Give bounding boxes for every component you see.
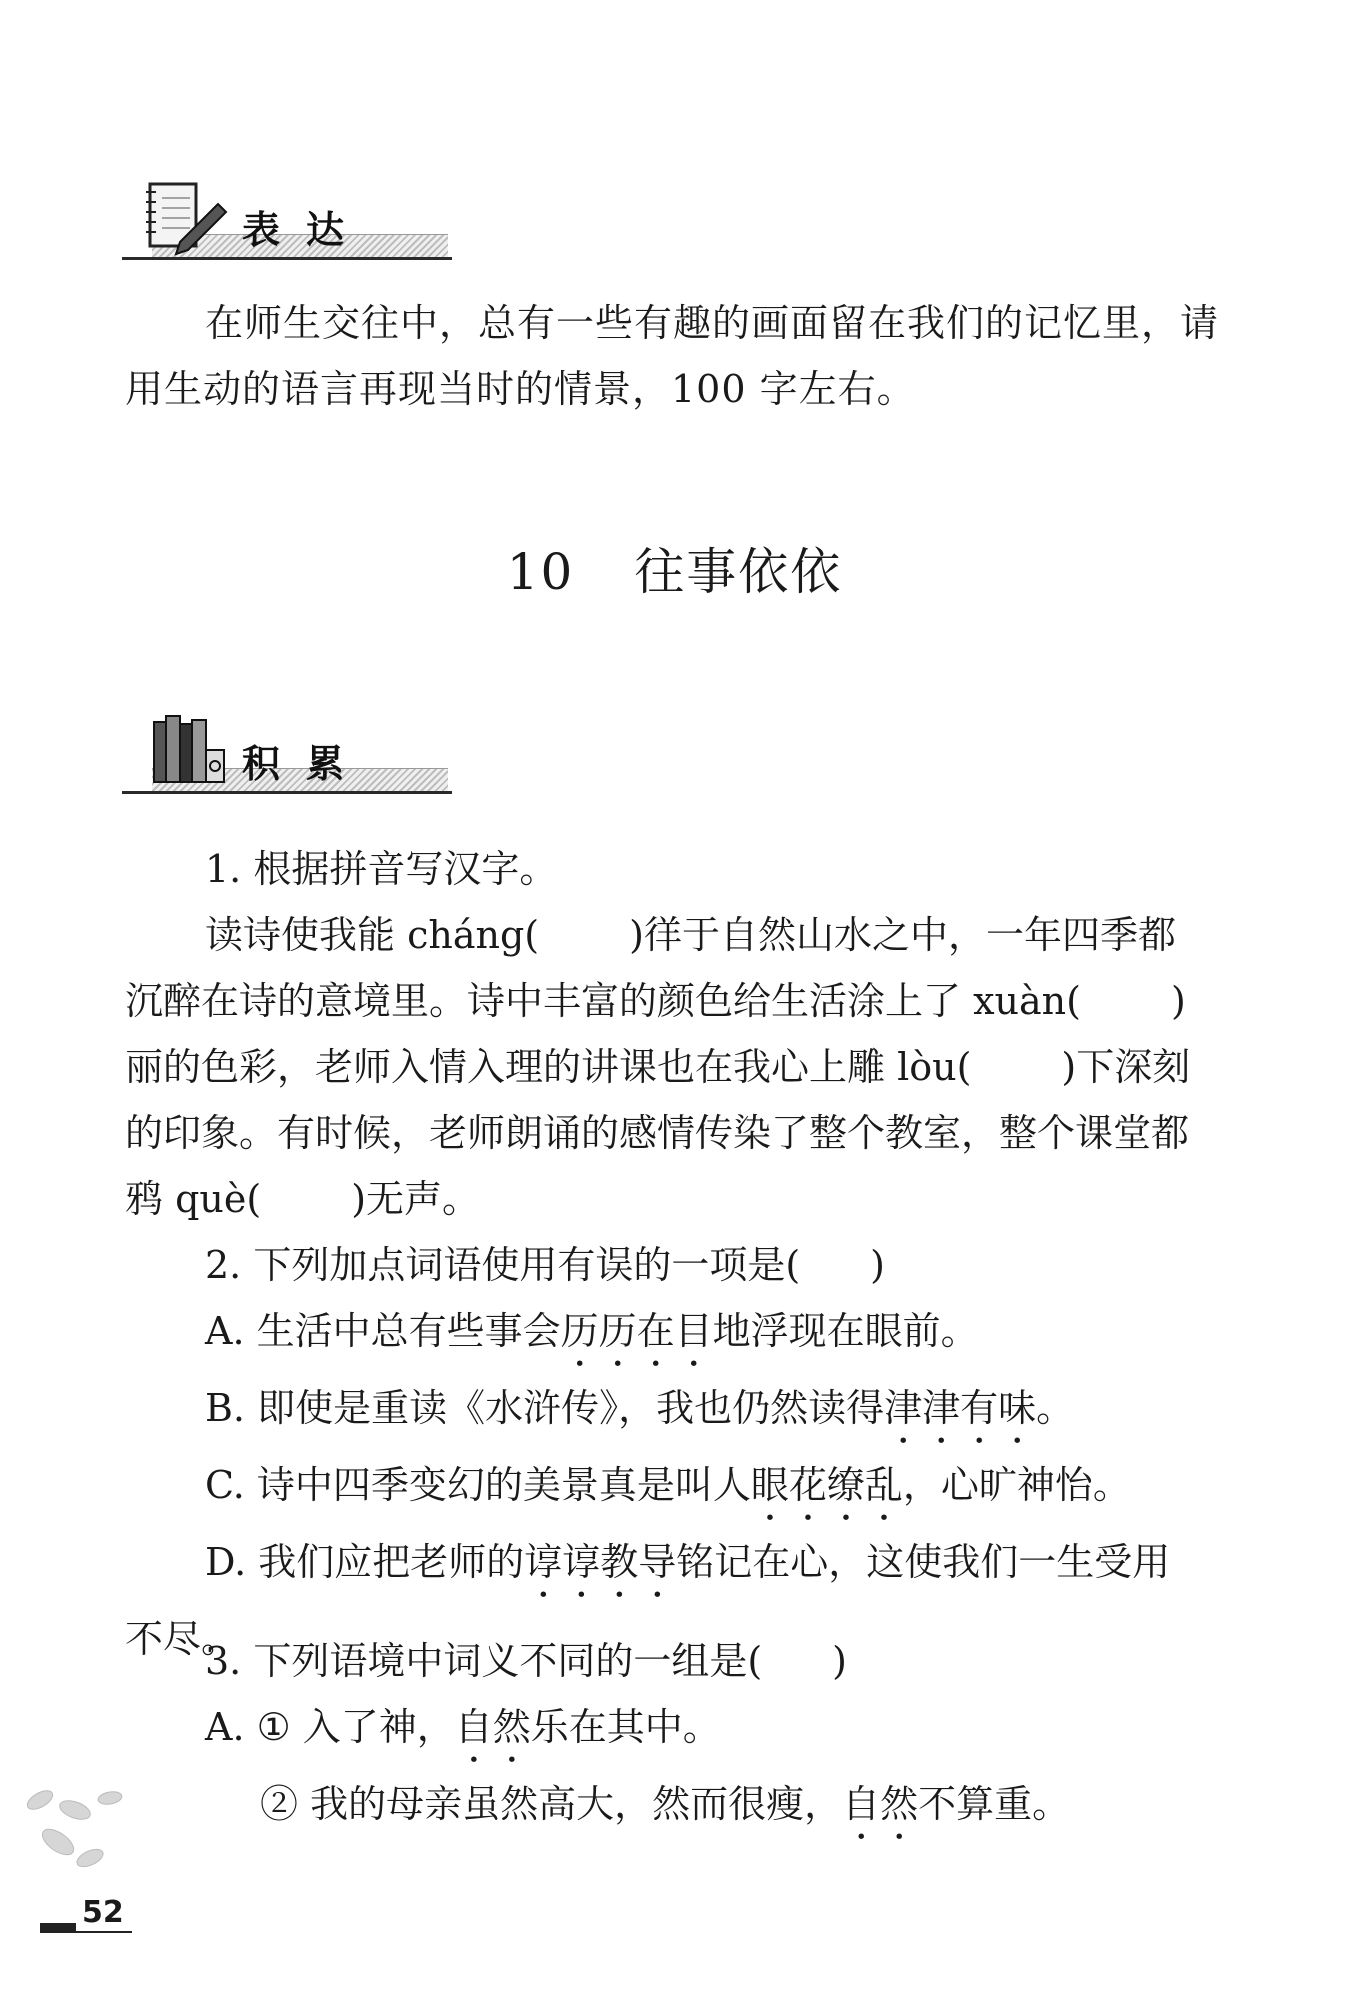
expression-line-1: 在师生交往中，总有一些有趣的画面留在我们的记忆里，请 (205, 301, 1220, 345)
question-1-line-3: 丽的色彩，老师入情入理的讲课也在我心上雕 lòu( )下深刻 (125, 1045, 1191, 1089)
lesson-name: 往事依依 (634, 543, 843, 601)
question-2 (125, 1232, 1233, 1672)
question-3-prompt: 3. 下列语境中词义不同的一组是( ) (205, 1639, 847, 1683)
question-1-line-5: 鸦 què( )无声。 (125, 1177, 481, 1221)
books-icon (140, 712, 230, 792)
question-1 (125, 836, 1233, 1232)
question-2-option-c[interactable]: C. 诗中四季变幻的美景真是叫人眼花缭乱，心旷神怡。 (205, 1463, 1131, 1507)
question-2-prompt: 2. 下列加点词语使用有误的一项是( ) (205, 1243, 885, 1287)
question-2-option-a[interactable]: A. 生活中总有些事会历历在目地浮现在眼前。 (205, 1309, 979, 1353)
question-2-option-d[interactable]: D. 我们应把老师的谆谆教导铭记在心，这使我们一生受用 (205, 1540, 1171, 1584)
question-1-prompt: 1. 根据拼音写汉字。 (205, 847, 558, 891)
question-3-option-a-1[interactable]: A. ① 入了神，自然乐在其中。 (205, 1705, 721, 1749)
question-2-option-d-cont: 不尽。 (125, 1617, 240, 1661)
expression-paragraph (125, 290, 1233, 422)
lesson-number: 10 (506, 543, 575, 601)
page-number-bar (40, 1923, 76, 1933)
page-number-text: 52 (82, 1895, 124, 1930)
question-2-option-b[interactable]: B. 即使是重读《水浒传》，我也仍然读得津津有味。 (205, 1386, 1075, 1430)
notebook-pen-icon (140, 178, 230, 258)
question-3 (125, 1628, 1233, 1848)
section-title-expression: 表达 (242, 208, 371, 252)
leaves-decoration-icon (20, 1780, 140, 1890)
lesson-title (0, 532, 1349, 604)
expression-line-2: 用生动的语言再现当时的情景，100 字左右。 (125, 367, 916, 411)
section-header-accumulation (122, 722, 452, 802)
section-title-accumulation: 积累 (242, 742, 371, 786)
question-1-line-2: 沉醉在诗的意境里。诗中丰富的颜色给生活涂上了 xuàn( ) (125, 979, 1186, 1023)
page-number-line (76, 1931, 132, 1933)
section-header-expression (122, 188, 452, 268)
question-1-line-1: 读诗使我能 cháng( )徉于自然山水之中，一年四季都 (205, 913, 1176, 957)
page-number (40, 1895, 132, 1937)
question-3-option-a-2[interactable]: ② 我的母亲虽然高大，然而很瘦，自然不算重。 (260, 1782, 1071, 1826)
question-1-line-4: 的印象。有时候，老师朗诵的感情传染了整个教室，整个课堂都 (125, 1111, 1190, 1155)
